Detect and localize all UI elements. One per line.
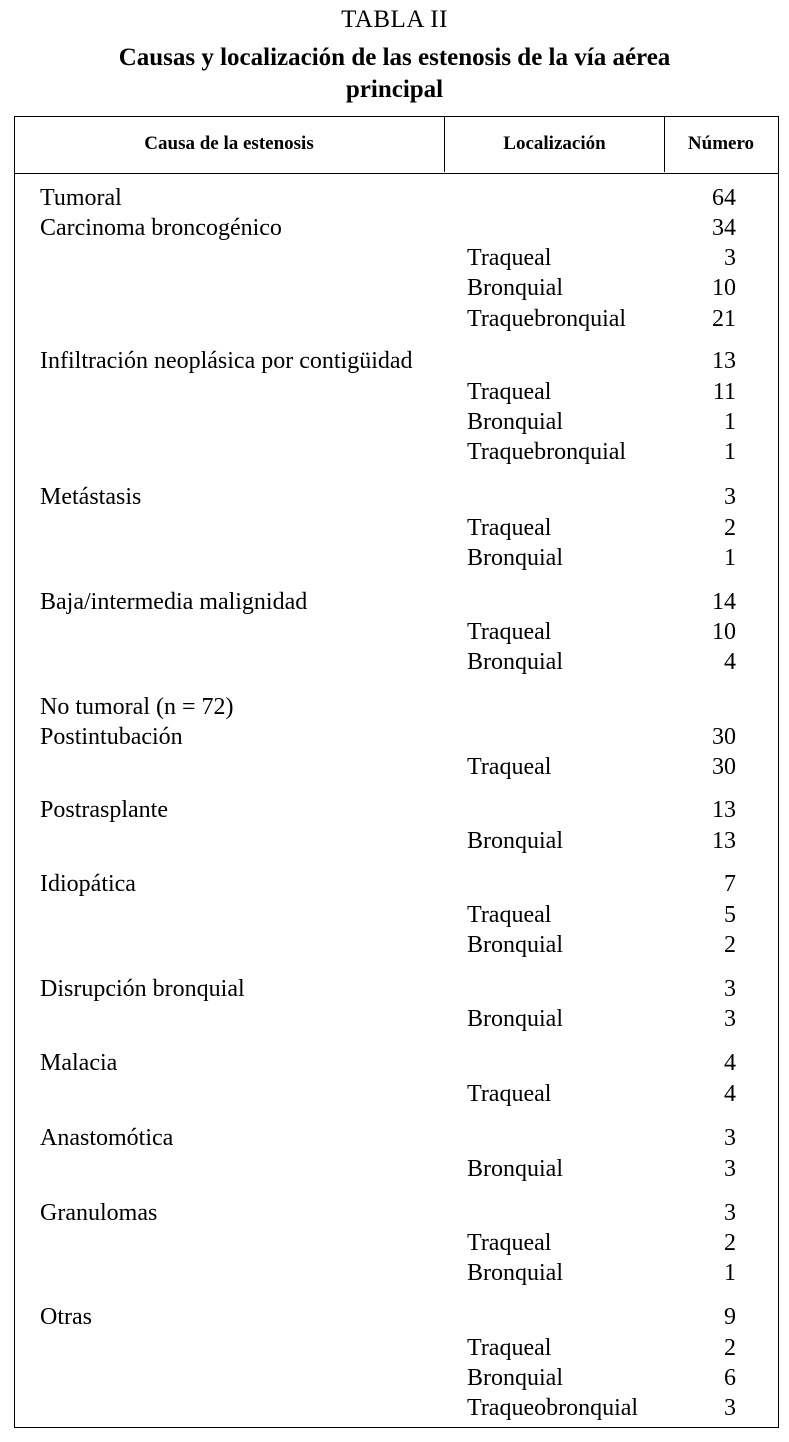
table-row (14, 930, 779, 960)
row-location: Bronquial (467, 828, 563, 854)
row-location: Traqueal (467, 1081, 552, 1107)
row-number: 7 (724, 871, 736, 897)
row-number: 10 (712, 275, 736, 301)
row-number: 4 (724, 1050, 736, 1076)
row-location: Traquebronquial (467, 306, 627, 332)
table-row (14, 1048, 779, 1078)
row-location: Traqueal (467, 754, 552, 780)
row-number: 2 (724, 1335, 736, 1361)
row-location: Bronquial (467, 409, 563, 435)
table-row (14, 1333, 779, 1363)
row-cause: Postintubación (40, 724, 183, 750)
row-location: Traqueal (467, 902, 552, 928)
table-row (14, 377, 779, 407)
table-row (14, 513, 779, 543)
row-number: 64 (712, 185, 736, 211)
table-row (14, 243, 779, 273)
row-number: 3 (724, 976, 736, 1002)
row-number: 3 (724, 1006, 736, 1032)
row-number: 30 (712, 754, 736, 780)
row-number: 2 (724, 932, 736, 958)
row-location: Traqueal (467, 619, 552, 645)
row-cause: Baja/intermedia malignidad (40, 589, 308, 615)
row-cause: Otras (40, 1304, 92, 1330)
row-number: 4 (724, 1081, 736, 1107)
row-location: Bronquial (467, 275, 563, 301)
table-row (14, 752, 779, 782)
table-row (14, 1302, 779, 1332)
row-number: 2 (724, 515, 736, 541)
row-cause: Disrupción bronquial (40, 976, 245, 1002)
table-row (14, 1123, 779, 1153)
table-row (14, 692, 779, 722)
row-number: 21 (712, 306, 736, 332)
row-number: 1 (724, 1260, 736, 1286)
row-location: Bronquial (467, 649, 563, 675)
table-row (14, 974, 779, 1004)
header-cause: Causa de la estenosis (144, 133, 314, 154)
row-cause: Tumoral (40, 185, 122, 211)
table-row (14, 617, 779, 647)
table-row (14, 795, 779, 825)
row-location: Traquebronquial (467, 439, 627, 465)
table-row (14, 1228, 779, 1258)
row-number: 1 (724, 439, 736, 465)
table-row (14, 722, 779, 752)
row-number: 13 (712, 797, 736, 823)
row-cause: Carcinoma broncogénico (40, 215, 282, 241)
row-number: 6 (724, 1365, 736, 1391)
row-location: Bronquial (467, 1260, 563, 1286)
row-number: 5 (724, 902, 736, 928)
header-number: Número (664, 116, 777, 172)
row-number: 1 (724, 545, 736, 571)
table-label: TABLA II (341, 6, 448, 33)
row-number: 3 (724, 484, 736, 510)
table-row (14, 407, 779, 437)
row-number: 3 (724, 1156, 736, 1182)
header-location: Localización (444, 116, 664, 172)
table-row (14, 587, 779, 617)
row-number: 3 (724, 1125, 736, 1151)
row-number: 13 (712, 828, 736, 854)
row-cause: No tumoral (n = 72) (40, 694, 234, 720)
row-number: 3 (724, 1395, 736, 1421)
row-number: 10 (712, 619, 736, 645)
row-number: 3 (724, 245, 736, 271)
table-row (14, 346, 779, 376)
row-location: Traqueal (467, 245, 552, 271)
table-row (14, 273, 779, 303)
row-cause: Infiltración neoplásica por contigüidad (40, 348, 413, 374)
row-cause: Malacia (40, 1050, 118, 1076)
row-location: Traqueal (467, 1230, 552, 1256)
row-location: Bronquial (467, 545, 563, 571)
table-row (14, 1363, 779, 1393)
row-number: 2 (724, 1230, 736, 1256)
row-cause: Anastomótica (40, 1125, 174, 1151)
table-row (14, 543, 779, 573)
row-cause: Postrasplante (40, 797, 168, 823)
row-number: 11 (712, 379, 736, 405)
table-row (14, 183, 779, 213)
table-row (14, 304, 779, 334)
table-title-line-2: principal (345, 76, 444, 103)
table-title-line-1: Causas y localización de las estenosis de la vía aérea (118, 44, 671, 71)
table-row (14, 482, 779, 512)
row-location: Bronquial (467, 1006, 563, 1032)
row-cause: Granulomas (40, 1200, 158, 1226)
row-location: Traqueal (467, 515, 552, 541)
row-cause: Metástasis (40, 484, 142, 510)
table-row (14, 826, 779, 856)
row-cause: Idiopática (40, 871, 136, 897)
row-number: 14 (712, 589, 736, 615)
table-row (14, 647, 779, 677)
row-location: Traqueobronquial (467, 1395, 639, 1421)
table-header (14, 116, 779, 174)
row-location: Traqueal (467, 379, 552, 405)
row-number: 4 (724, 649, 736, 675)
row-number: 34 (712, 215, 736, 241)
table-row (14, 1154, 779, 1184)
table-title (0, 42, 789, 106)
table-row (14, 1004, 779, 1034)
row-location: Traqueal (467, 1335, 552, 1361)
row-location: Bronquial (467, 1156, 563, 1182)
row-location: Bronquial (467, 1365, 563, 1391)
table-row (14, 1258, 779, 1288)
table-row (14, 900, 779, 930)
row-number: 30 (712, 724, 736, 750)
row-number: 13 (712, 348, 736, 374)
row-number: 3 (724, 1200, 736, 1226)
table-row (14, 869, 779, 899)
table-row (14, 437, 779, 467)
table-row (14, 1198, 779, 1228)
table-row (14, 1393, 779, 1423)
row-location: Bronquial (467, 932, 563, 958)
row-number: 9 (724, 1304, 736, 1330)
table-row (14, 213, 779, 243)
table-row (14, 1079, 779, 1109)
row-number: 1 (724, 409, 736, 435)
